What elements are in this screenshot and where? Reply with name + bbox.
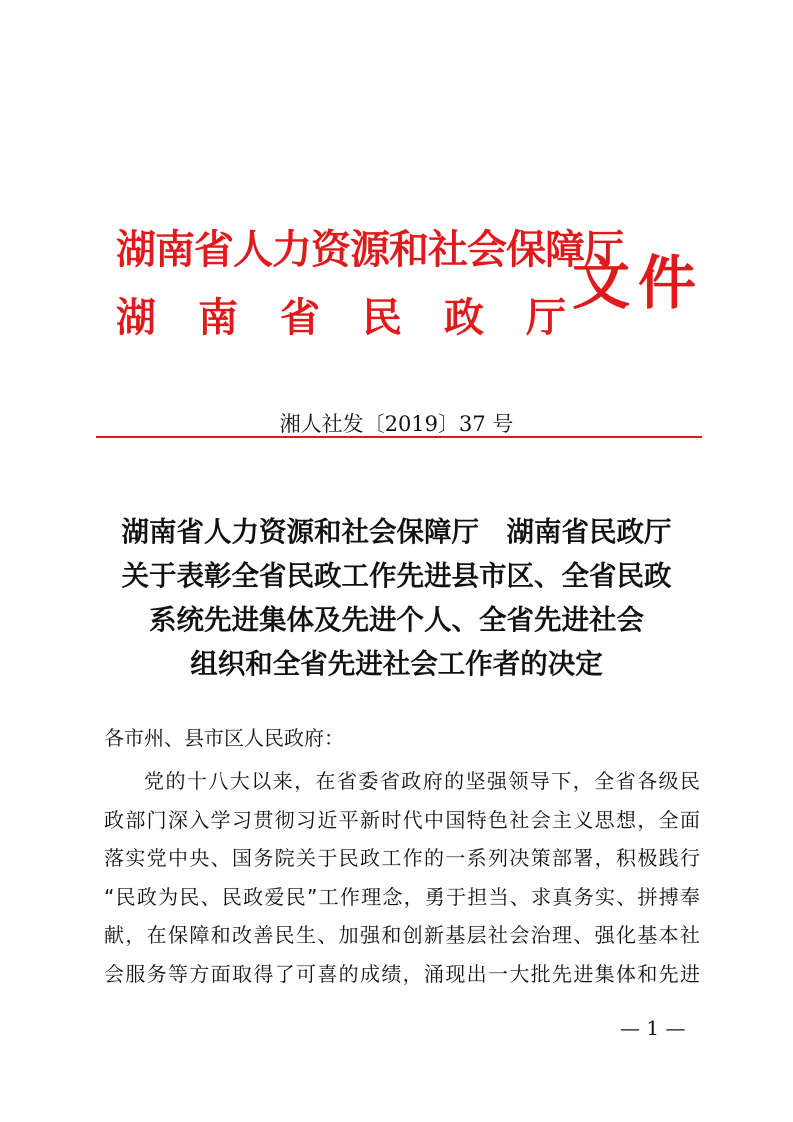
red-divider-line bbox=[96, 436, 702, 438]
body-line: “民政为民、民政爱民”工作理念，勇于担当、求真务实、拼搏奉 bbox=[104, 884, 700, 909]
body-line: 党的十八大以来，在省委省政府的坚强领导下，全省各级民 bbox=[144, 769, 700, 793]
title-line: 湖南省人力资源和社会保障厅 湖南省民政厅 bbox=[121, 516, 672, 548]
title-line: 组织和全省先进社会工作者的决定 bbox=[190, 648, 603, 680]
title-line: 系统先进集体及先进个人、全省先进社会 bbox=[149, 604, 644, 636]
issuer-name-civil-affairs: 湖南省民政厅 bbox=[116, 294, 608, 341]
body-line: 献，在保障和改善民生、加强和创新基层社会治理、强化基本社 bbox=[104, 923, 700, 948]
document-header-word: 文件 bbox=[572, 249, 705, 317]
title-line: 关于表彰全省民政工作先进县市区、全省民政 bbox=[121, 560, 672, 592]
body-line: 政部门深入学习贯彻习近平新时代中国特色社会主义思想，全面 bbox=[104, 807, 700, 832]
issuer-name-hrss: 湖南省人力资源和社会保障厅 bbox=[116, 226, 623, 273]
body-paragraph bbox=[104, 762, 700, 994]
body-line: 会服务等方面取得了可喜的成绩，涌现出一大批先进集体和先进 bbox=[104, 961, 700, 986]
page-number: — 1 — bbox=[620, 1016, 686, 1040]
salutation: 各市州、县市区人民政府： bbox=[104, 726, 344, 750]
body-line: 落实党中央、国务院关于民政工作的一系列决策部署，积极践行 bbox=[104, 846, 700, 871]
document-title bbox=[60, 510, 733, 686]
document-number: 湘人社发〔2019〕37 号 bbox=[279, 412, 514, 436]
